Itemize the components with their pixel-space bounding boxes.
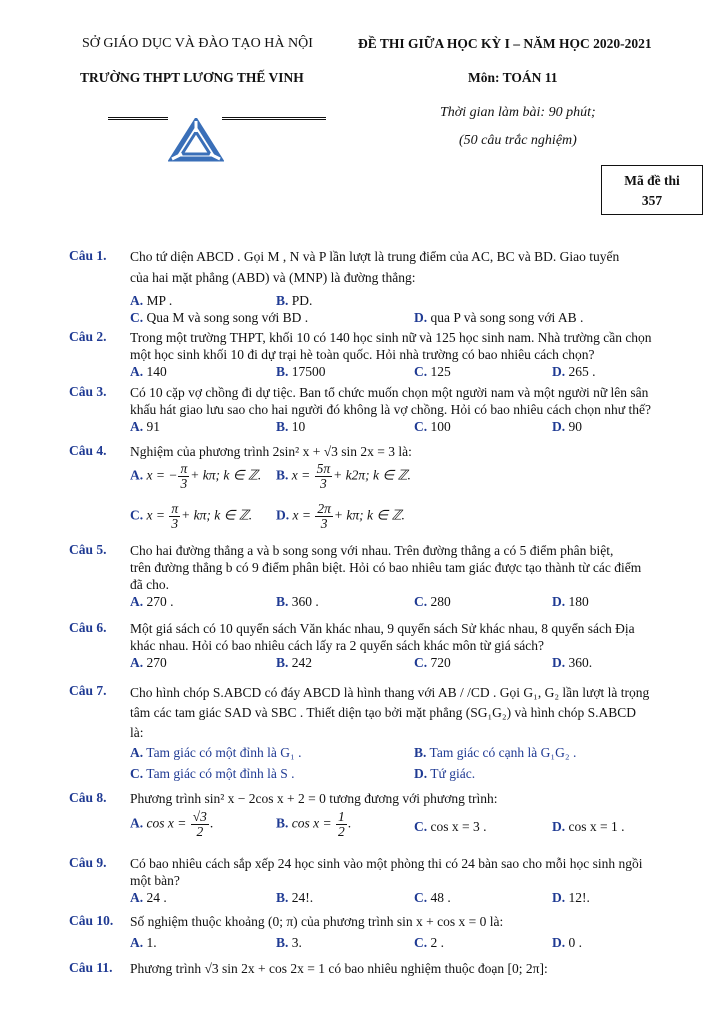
option-c[interactable]: [130, 309, 308, 326]
fraction-num: π: [171, 501, 179, 516]
option-c[interactable]: [130, 502, 252, 531]
math-text: x = −: [146, 467, 178, 483]
option-text: 3.: [291, 935, 302, 950]
math-text: + kπ; k ∈ ℤ.: [190, 467, 262, 483]
question-number: Câu 4.: [69, 443, 107, 458]
option-a[interactable]: [130, 363, 167, 380]
question-text: [130, 855, 690, 889]
question-text: [130, 913, 690, 930]
option-text: 91: [146, 419, 160, 434]
option-label: C.: [414, 594, 428, 609]
school-logo-icon: [168, 118, 224, 162]
option-label: C.: [414, 819, 428, 834]
option-c[interactable]: [414, 593, 451, 610]
option-label: D.: [552, 364, 566, 379]
question-line: Một giá sách có 10 quyển sách Văn khác nhau, 9 quyển sách Sử khác nhau, 8 quyển sách Địa: [130, 621, 635, 636]
fraction-den: 2: [196, 824, 204, 839]
divider-right-2: [222, 119, 326, 120]
option-label: A.: [130, 293, 144, 308]
question-line: Nghiệm của phương trình 2sin² x + √3 sin 2x = 3 là:: [130, 444, 412, 459]
option-b[interactable]: [276, 418, 305, 435]
option-text: 0 .: [568, 935, 582, 950]
question-line: trên đường thẳng b có 9 điểm phân biệt. Hỏi có bao nhiêu tam giác được tạo thành từ các điểm: [130, 560, 642, 575]
fraction-num: √3: [192, 809, 207, 824]
option-b[interactable]: [276, 292, 312, 309]
option-c[interactable]: [414, 889, 451, 906]
option-d[interactable]: [552, 889, 590, 906]
option-label: C.: [414, 364, 428, 379]
option-label: D.: [552, 419, 566, 434]
fraction-num: 5π: [316, 461, 331, 476]
question-count: (50 câu trắc nghiệm): [459, 133, 577, 148]
option-a[interactable]: [130, 292, 172, 309]
question-line: khác nhau. Hỏi có bao nhiêu cách lấy ra 2 quyển sách khác môn từ giá sách?: [130, 638, 545, 653]
divider-right: [222, 117, 326, 118]
option-label: B.: [276, 890, 289, 905]
option-label: B.: [276, 467, 289, 483]
option-text: 140: [146, 364, 167, 379]
divider-left: [108, 117, 168, 118]
exam-code: 357: [641, 193, 663, 208]
option-label: D.: [552, 890, 566, 905]
option-label: A.: [130, 935, 144, 950]
option-b[interactable]: [276, 934, 302, 951]
question-text: [130, 384, 690, 418]
option-label: D.: [552, 819, 566, 834]
option-text: 12!.: [568, 890, 590, 905]
option-label: A.: [130, 364, 144, 379]
option-label: D.: [552, 655, 566, 670]
option-text: 90: [568, 419, 582, 434]
option-text: 242: [291, 655, 313, 670]
exam-code-box: [601, 165, 703, 215]
fraction-num: π: [180, 461, 188, 476]
option-text: Tam giác có một đỉnh là S .: [146, 766, 295, 781]
option-label: C.: [130, 766, 144, 781]
option-d[interactable]: [276, 502, 405, 531]
option-c[interactable]: [130, 765, 295, 782]
option-label: D.: [414, 766, 428, 781]
option-text: 2 .: [430, 935, 444, 950]
math-text: .: [347, 815, 352, 831]
question-number: Câu 2.: [69, 329, 107, 344]
option-text: 280: [430, 594, 451, 609]
math-text: + kπ; k ∈ ℤ.: [333, 507, 405, 523]
option-d[interactable]: [552, 363, 596, 380]
question-line: Có 10 cặp vợ chồng đi dự tiệc. Ban tổ chức muốn chọn một người nam và một người nữ lên sân: [130, 385, 649, 400]
option-d[interactable]: [552, 818, 624, 835]
exam-subject: Môn: TOÁN 11: [468, 70, 558, 85]
exam-time: Thời gian làm bài: 90 phút;: [440, 105, 596, 120]
option-text: 10: [291, 419, 306, 434]
option-label: A.: [130, 467, 144, 483]
option-label: B.: [276, 594, 289, 609]
option-text: 24 .: [146, 890, 167, 905]
option-text: cos x = 1 .: [568, 819, 625, 834]
option-c[interactable]: [414, 934, 444, 951]
fraction: [169, 502, 180, 531]
option-label: B.: [414, 745, 427, 760]
option-text: qua P và song song với AB .: [430, 310, 584, 325]
option-a[interactable]: [130, 934, 157, 951]
question-line: Phương trình sin² x − 2cos x + 2 = 0 tương đương với phương trình:: [130, 791, 498, 806]
option-b[interactable]: [276, 593, 319, 610]
exam-code-label: Mã đề thi: [624, 173, 680, 188]
option-a[interactable]: [130, 744, 302, 761]
option-text: MP .: [146, 293, 173, 308]
question-number: Câu 1.: [69, 248, 107, 263]
fraction-num: 2π: [317, 501, 331, 516]
question-text: [130, 620, 690, 654]
question-line: Cho tứ diện ABCD . Gọi M , N và P lần lượt là trung điểm của AC, BC và BD. Giao tuyến: [130, 249, 620, 264]
question-text: [130, 960, 690, 977]
question-number: Câu 11.: [69, 960, 113, 975]
option-label: B.: [276, 815, 289, 831]
question-line: Có bao nhiêu cách sắp xếp 24 học sinh vào một phòng thi có 24 bàn sao cho mỗi học sinh ngồi: [130, 856, 643, 871]
math-text: x =: [146, 507, 165, 523]
option-b[interactable]: [276, 654, 312, 671]
option-d[interactable]: [552, 418, 582, 435]
option-label: C.: [130, 310, 144, 325]
option-text: 1.: [146, 935, 157, 950]
math-text: + k2π; k ∈ ℤ.: [333, 467, 411, 483]
dept-name: SỞ GIÁO DỤC VÀ ĐÀO TẠO HÀ NỘI: [82, 36, 313, 51]
option-text: PD.: [291, 293, 313, 308]
option-d[interactable]: [414, 765, 475, 782]
fraction: [315, 462, 333, 491]
fraction-den: 3: [320, 516, 328, 531]
question-number: Câu 7.: [69, 683, 107, 698]
divider-left-2: [108, 119, 168, 120]
question-number: Câu 5.: [69, 542, 107, 557]
option-text: 17500: [291, 364, 326, 379]
option-d[interactable]: [552, 654, 592, 671]
question-text: [130, 443, 690, 460]
option-d[interactable]: [414, 309, 583, 326]
exam-title: ĐỀ THI GIỮA HỌC KỲ I – NĂM HỌC 2020-2021: [358, 36, 652, 51]
option-label: D.: [414, 310, 428, 325]
option-a[interactable]: [130, 593, 174, 610]
question-text: [130, 790, 690, 807]
option-a[interactable]: [130, 462, 261, 491]
question-line: là:: [130, 725, 144, 740]
question-number: Câu 3.: [69, 384, 107, 399]
option-text: Tam giác có cạnh là G₁G₂ .: [429, 745, 577, 760]
question-line: của hai mặt phẳng (ABD) và (MNP) là đường thẳng:: [130, 270, 416, 285]
option-label: A.: [130, 655, 144, 670]
fraction-den: 3: [171, 516, 179, 531]
option-label: A.: [130, 594, 144, 609]
option-b[interactable]: [276, 810, 351, 839]
option-b[interactable]: [276, 889, 313, 906]
option-text: Qua M và song song với BD .: [146, 310, 309, 325]
question-number: Câu 8.: [69, 790, 107, 805]
fraction-num: 1: [338, 809, 345, 824]
question-text: [130, 683, 690, 743]
option-label: B.: [276, 364, 289, 379]
option-label: C.: [130, 507, 144, 523]
option-label: C.: [414, 655, 428, 670]
math-text: cos x =: [146, 815, 187, 831]
option-d[interactable]: [552, 593, 589, 610]
question-text: [130, 329, 690, 363]
option-b[interactable]: [414, 744, 576, 761]
fraction-den: 3: [180, 476, 188, 491]
question-text: [130, 248, 690, 286]
option-label: A.: [130, 890, 144, 905]
option-text: 360 .: [291, 594, 319, 609]
option-text: 100: [430, 419, 451, 434]
option-label: B.: [276, 293, 289, 308]
option-text: 125: [430, 364, 451, 379]
option-a[interactable]: [130, 418, 160, 435]
math-text: + kπ; k ∈ ℤ.: [181, 507, 253, 523]
option-label: A.: [130, 745, 144, 760]
option-a[interactable]: [130, 810, 213, 839]
option-label: B.: [276, 935, 289, 950]
option-text: 48 .: [430, 890, 451, 905]
option-label: C.: [414, 890, 428, 905]
option-label: B.: [276, 419, 289, 434]
question-line: đã cho.: [130, 577, 169, 592]
fraction: [315, 502, 333, 531]
option-text: Tam giác có một đỉnh là G₁ .: [146, 745, 302, 760]
question-number: Câu 9.: [69, 855, 107, 870]
option-label: C.: [414, 935, 428, 950]
question-line: khấu hát giao lưu sao cho hai người đó không là vợ chồng. Hỏi có bao nhiêu cách chọn như thế?: [130, 402, 651, 417]
option-c[interactable]: [414, 363, 451, 380]
question-line: Cho hai đường thẳng a và b song song với nhau. Trên đường thẳng a có 5 điểm phân biệt,: [130, 543, 614, 558]
option-label: A.: [130, 815, 144, 831]
fraction: [191, 810, 209, 839]
option-text: 720: [430, 655, 451, 670]
question-line: tâm các tam giác SAD và SBC . Thiết diện tạo bởi mặt phẳng (SG₁G₂) và hình chóp S.ABCD: [130, 705, 636, 720]
math-text: cos x =: [291, 815, 332, 831]
question-line: Phương trình √3 sin 2x + cos 2x = 1 có bao nhiêu nghiệm thuộc đoạn [0; 2π]:: [130, 961, 548, 976]
fraction: [178, 462, 189, 491]
question-line: Cho hình chóp S.ABCD có đáy ABCD là hình thang với AB / /CD . Gọi G₁, G₂ lần lượt là trọng: [130, 685, 650, 700]
question-number: Câu 6.: [69, 620, 107, 635]
option-text: 270 .: [146, 594, 174, 609]
option-text: 180: [568, 594, 589, 609]
option-d[interactable]: [552, 934, 582, 951]
math-text: x =: [291, 467, 311, 483]
option-text: Tứ giác.: [430, 766, 476, 781]
option-b[interactable]: [276, 363, 326, 380]
question-line: Số nghiệm thuộc khoảng (0; π) của phương trình sin x + cos x = 0 là:: [130, 914, 504, 929]
question-number: Câu 10.: [69, 913, 114, 928]
option-label: D.: [552, 935, 566, 950]
question-line: một học sinh khối 10 đi dự trại hè toàn quốc. Hỏi nhà trường có bao nhiêu cách chọn?: [130, 347, 595, 362]
question-line: Trong một trường THPT, khối 10 có 140 học sinh nữ và 125 học sinh nam. Nhà trường cần chọn: [130, 330, 652, 345]
option-label: A.: [130, 419, 144, 434]
math-text: .: [209, 815, 214, 831]
option-label: D.: [276, 507, 290, 523]
option-text: 24!.: [291, 890, 314, 905]
option-a[interactable]: [130, 654, 167, 671]
fraction-den: 2: [338, 824, 345, 839]
question-line: một bàn?: [130, 873, 180, 888]
option-c[interactable]: [414, 418, 451, 435]
question-text: [130, 542, 690, 593]
school-name: TRƯỜNG THPT LƯƠNG THẾ VINH: [80, 70, 304, 85]
option-c[interactable]: [414, 818, 486, 835]
option-text: 360.: [568, 655, 593, 670]
option-label: C.: [414, 419, 428, 434]
option-text: 270: [146, 655, 167, 670]
option-text: cos x = 3 .: [430, 819, 487, 834]
option-a[interactable]: [130, 889, 167, 906]
option-text: 265 .: [568, 364, 596, 379]
option-b[interactable]: [276, 462, 411, 491]
math-text: x =: [292, 507, 311, 523]
fraction: [336, 810, 347, 839]
fraction-den: 3: [320, 476, 327, 491]
option-label: B.: [276, 655, 289, 670]
option-c[interactable]: [414, 654, 451, 671]
option-label: D.: [552, 594, 566, 609]
